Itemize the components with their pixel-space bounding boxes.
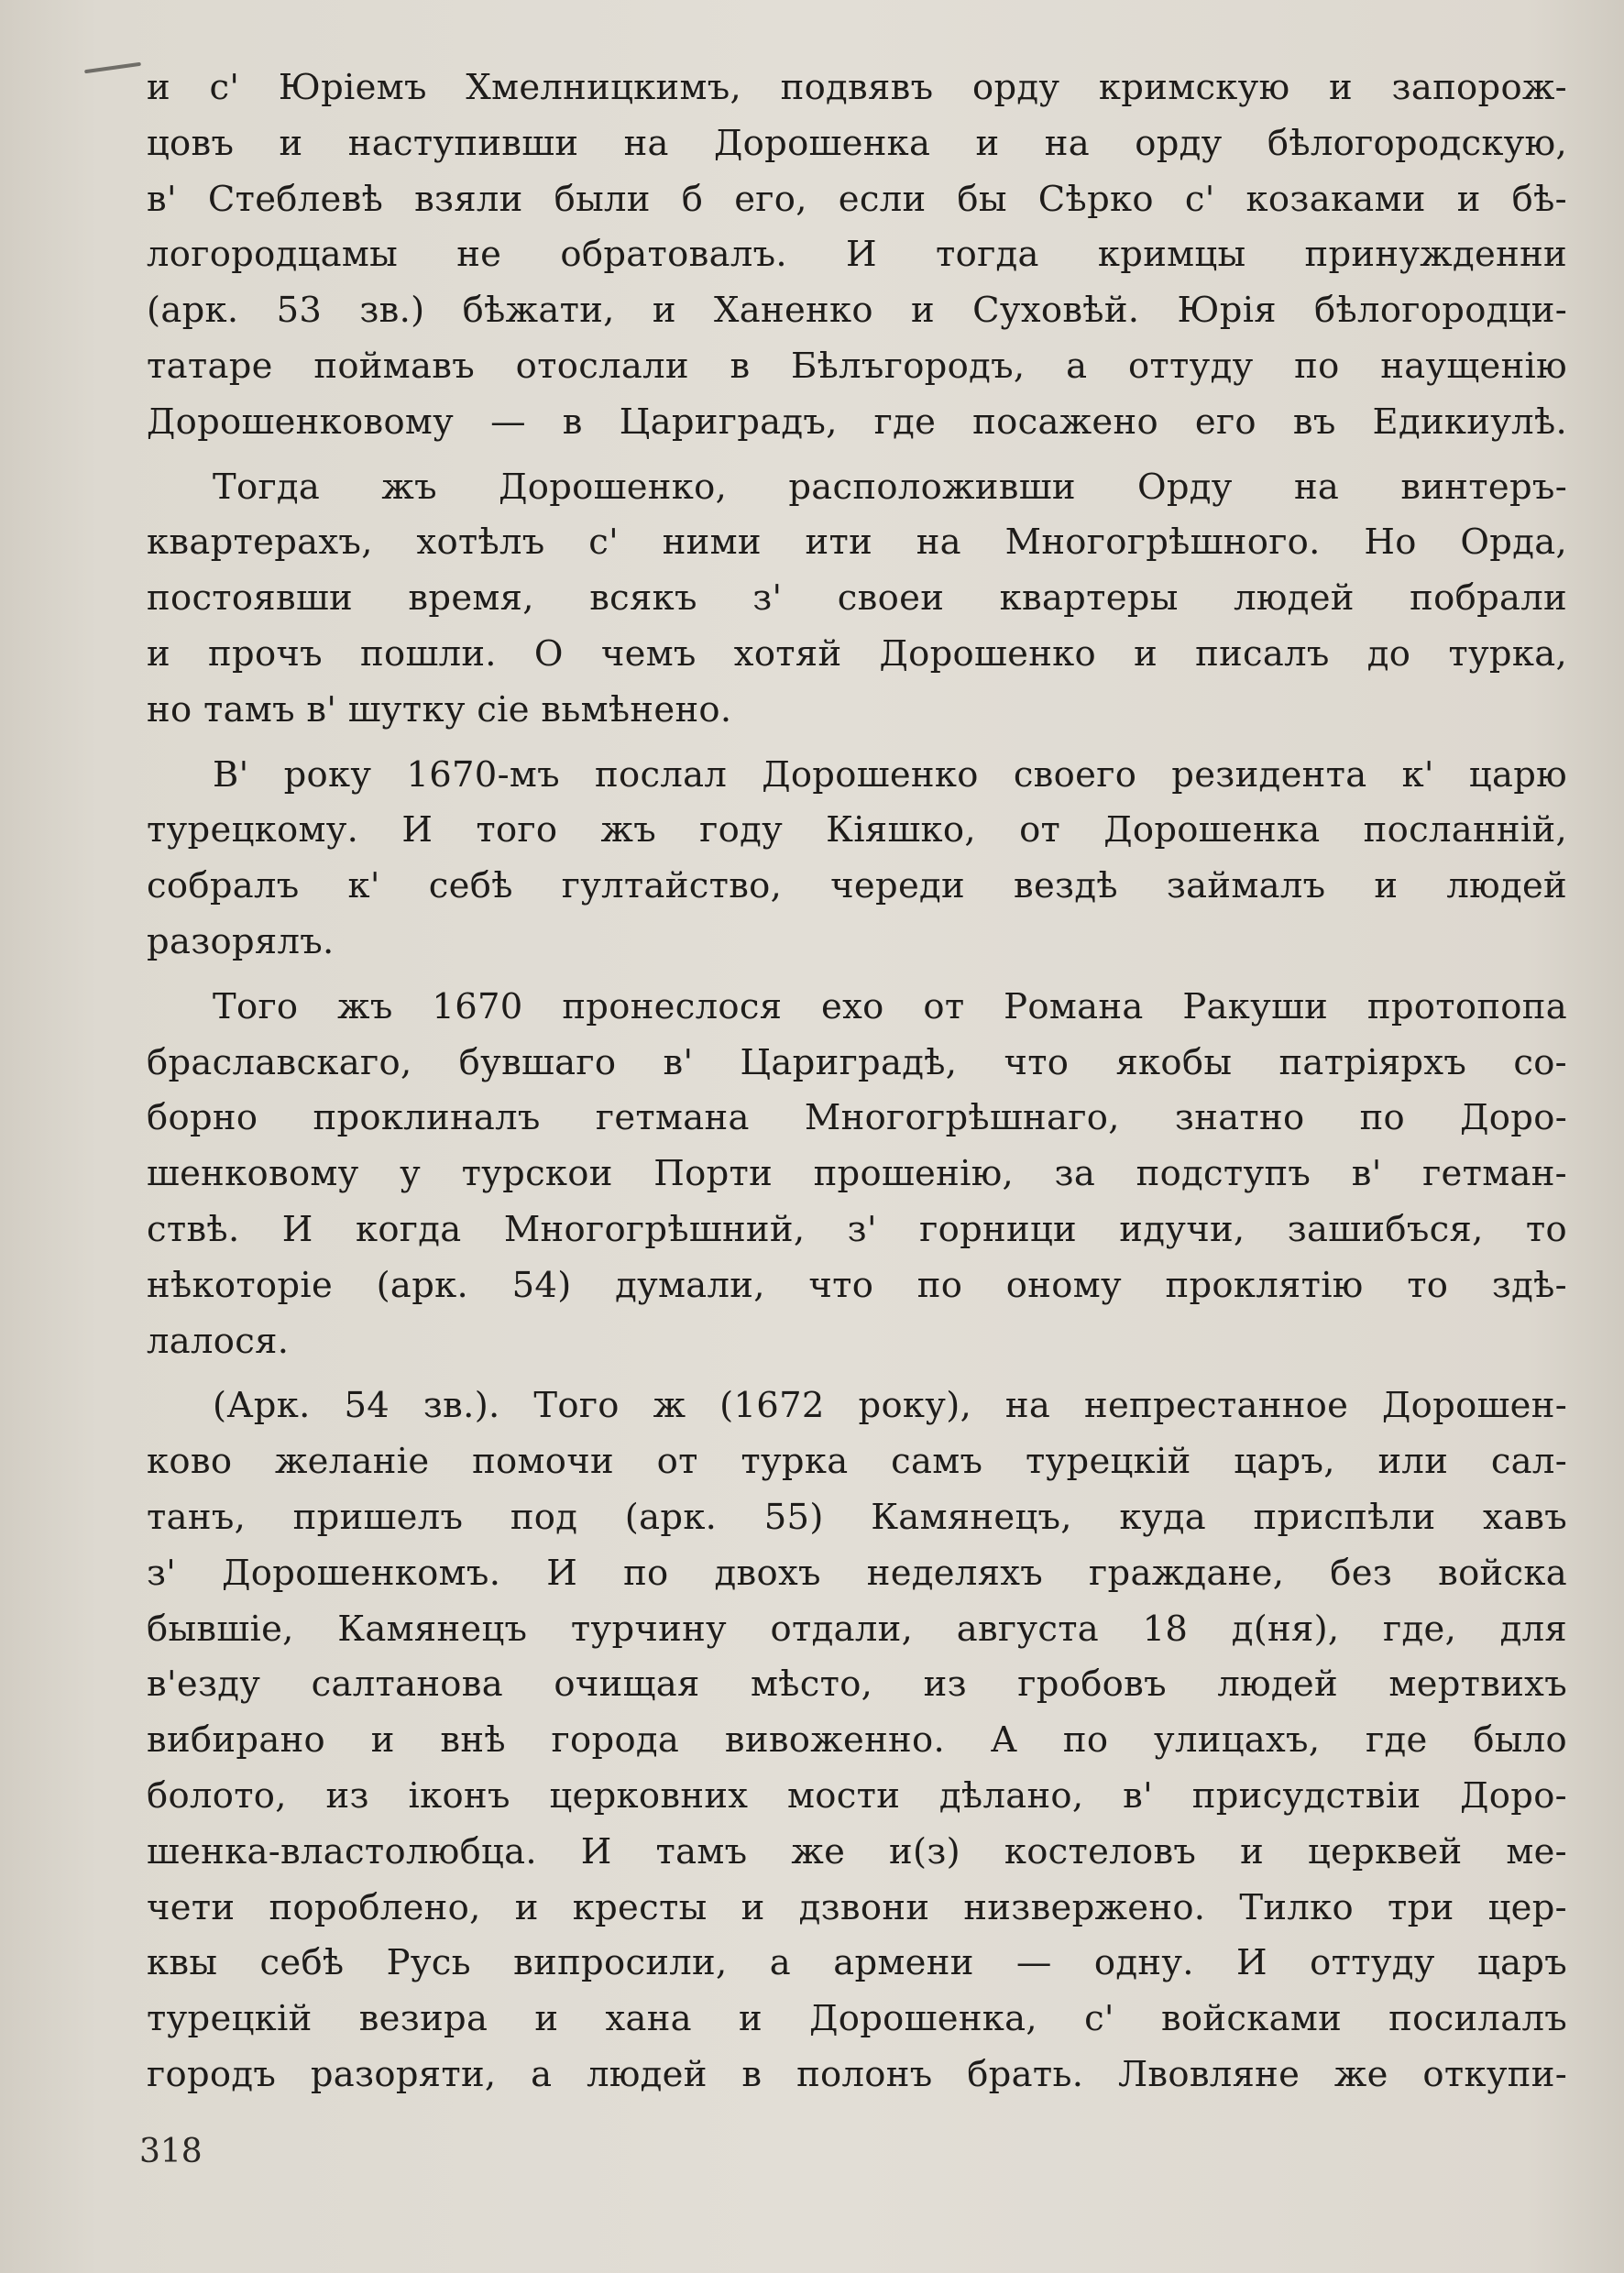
- text-line: вибирано и внѣ города вивоженно. А по улицахъ, где было: [147, 1719, 1567, 1762]
- text-line: турецкому. И того жъ году Кіяшко, от Дорошенка посланній,: [147, 809, 1567, 851]
- text-line: чети пороблено, и кресты и дзвони низвержено. Тилко три цер-: [147, 1886, 1567, 1928]
- page-number: 318: [139, 2133, 203, 2170]
- text-line: цовъ и наступивши на Дорошенка и на орду бѣлогородскую,: [147, 122, 1567, 164]
- text-line: и прочъ пошли. О чемъ хотяй Дорошенко и писалъ до турка,: [147, 632, 1567, 675]
- text-line: турецкій везира и хана и Дорошенка, с' войсками посилалъ: [147, 1998, 1567, 2040]
- paragraph-5: [147, 1378, 1567, 2103]
- text-line: В' року 1670-мъ послал Дорошенко своего резидента к' царю: [213, 753, 1567, 796]
- text-line: татаре поймавъ отослали в Бѣлъгородъ, а оттуду по наущенію: [147, 345, 1567, 387]
- paragraph-3: [147, 748, 1567, 971]
- body-text: [147, 60, 1567, 2113]
- text-line: танъ, пришелъ под (арк. 55) Камянецъ, куда приспѣли хавъ: [147, 1496, 1567, 1538]
- text-line: в'езду салтанова очищая мѣсто, из гробовъ людей мертвихъ: [147, 1664, 1567, 1706]
- paragraph-4: [147, 980, 1567, 1370]
- text-line: Тогда жъ Дорошенко, расположивши Орду на винтеръ-: [213, 466, 1567, 508]
- text-line: з' Дорошенкомъ. И по двохъ неделяхъ граждане, без войска: [147, 1552, 1567, 1594]
- text-line: разорялъ.: [147, 920, 335, 962]
- paragraph-1: [147, 60, 1567, 451]
- margin-pencil-mark: [84, 62, 141, 74]
- text-line: бывшіе, Камянецъ турчину отдали, августа 18 д(ня), где, для: [147, 1608, 1567, 1650]
- text-line: городъ разоряти, а людей в полонъ брать. Лвовляне же откупи-: [147, 2053, 1567, 2095]
- text-line: в' Стеблевѣ взяли были б его, если бы Сѣрко с' козаками и бѣ-: [147, 178, 1567, 220]
- text-line: болото, из іконъ церковних мости дѣлано, в' присудствіи Доро-: [147, 1774, 1567, 1817]
- text-line: шенковому у турскои Порти прошенію, за подступъ в' гетман-: [147, 1153, 1567, 1195]
- text-line: собралъ к' себѣ гултайство, череди вездѣ займалъ и людей: [147, 865, 1567, 907]
- text-line: ково желаніе помочи от турка самъ турецкій царъ, или сал-: [147, 1441, 1567, 1483]
- text-line: и с' Юріемъ Хмелницкимъ, подвявъ орду кримскую и запорож-: [147, 67, 1567, 108]
- text-line: браславскаго, бувшаго в' Цариградѣ, что якобы патріярхъ со-: [147, 1041, 1567, 1083]
- text-line: нѣкоторіе (арк. 54) думали, что по оному проклятію то здѣ-: [147, 1264, 1567, 1306]
- text-line: Того жъ 1670 пронеслося ехо от Романа Ракуши протопопа: [213, 985, 1567, 1027]
- text-line: Дорошенковому — в Цариградъ, где посажено его въ Едикиулѣ.: [147, 401, 1567, 443]
- text-line: квартерахъ, хотѣлъ с' ними ити на Многогрѣшного. Но Орда,: [147, 522, 1567, 564]
- text-line: борно проклиналъ гетмана Многогрѣшнаго, знатно по Доро-: [147, 1097, 1567, 1139]
- text-line: ствѣ. И когда Многогрѣшний, з' горници идучи, зашибъся, то: [147, 1208, 1567, 1250]
- text-line: логородцамы не обратовалъ. И тогда кримцы принужденни: [147, 234, 1567, 276]
- text-line: постоявши время, всякъ з' своеи квартеры людей побрали: [147, 577, 1567, 620]
- paragraph-2: [147, 460, 1567, 739]
- text-line: (Арк. 54 зв.). Того ж (1672 року), на непрестанное Дорошен-: [213, 1385, 1567, 1427]
- text-line: шенка-властолюбца. И тамъ же и(з) костеловъ и церквей ме-: [147, 1830, 1567, 1872]
- text-line: но тамъ в' шутку сіе вьмѣнено.: [147, 688, 732, 730]
- text-line: (арк. 53 зв.) бѣжати, и Ханенко и Суховѣй. Юрія бѣлогородци-: [147, 290, 1567, 332]
- text-line: квы себѣ Русь випросили, а армени — одну. И оттуду царъ: [147, 1942, 1567, 1984]
- text-line: лалося.: [147, 1320, 290, 1362]
